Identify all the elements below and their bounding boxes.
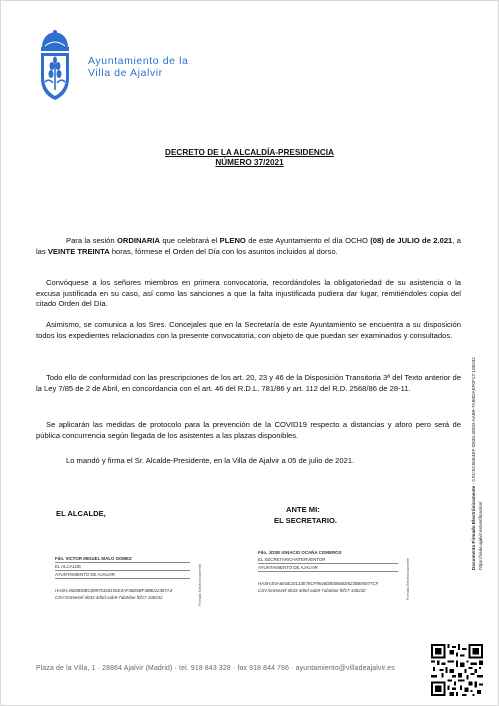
- footer-contact: Plaza de la Villa, 1 · 28864 Ajalvir (Madrid) · tel. 918 843 328 · fax 918 844 786 · ayuntamiento@villadeajalvir.es: [36, 665, 395, 672]
- mayor-heading: EL ALCALDE,: [56, 509, 106, 518]
- mayor-org: AYUNTAMIENTO DE AJALVIR: [55, 571, 190, 579]
- p1-session-type: ORDINARIA: [116, 236, 160, 245]
- p1-text-c: que celebrará el: [160, 236, 220, 245]
- coat-of-arms-logo: [36, 30, 74, 102]
- p1-text-a: Para la sesión: [66, 236, 117, 245]
- mayor-signature-block: [55, 555, 190, 601]
- mayor-role: EL ALCALDE: [55, 563, 190, 571]
- secretary-e-signed-note: Firmado Electrónicamente: [406, 558, 410, 600]
- secretary-signature-block: [258, 549, 398, 594]
- secretary-csv: CSV:5c55e4ef-d633-4d5d-aab9-7ab0dae f0f17-108232: [258, 588, 366, 593]
- paragraph-signoff: Lo mandó y firma el Sr. Alcalde-Presidente, en la Villa de Ajalvir a 05 de julio de 2021.: [66, 456, 355, 465]
- p1-text-i: horas, fórmese el Orden del Día con los asuntos incluidos al dorso.: [109, 246, 338, 256]
- qr-code-icon: [431, 644, 483, 696]
- p1-text-e: de este Ayuntamiento el día OCHO: [245, 236, 371, 245]
- verification-strip: [471, 357, 484, 570]
- secretary-role: EL SECRETARIO-INTERVENTOR: [258, 556, 398, 564]
- secretary-heading-1: ANTE MI:: [286, 505, 320, 514]
- decree-title-line-1: DECRETO DE LA ALCALDÍA-PRESIDENCIA: [165, 148, 334, 157]
- paragraph-legal-basis: Todo ello de conformidad con las prescripciones de los art. 20, 23 y 46 de la Disposición Transitoria 3ª del Texto anterior de la Ley 7/85 de 2 de Abril, en concordancia con el art. 46 del R.D.L. 781/86 y art. 112 del R.D. 2568/86 de 28-11.: [36, 373, 461, 393]
- secretary-heading-2: EL SECRETARIO.: [274, 516, 338, 525]
- paragraph-covid: Se aplicarán las medidas de protocolo para la prevención de la COVID19 respecto a distancias y aforo pero será de pública concurrencia según llegada de los asistentes a las plazas disponibles.: [36, 420, 461, 440]
- mayor-name: Fdo. VICTOR MIGUEL MALO GOMEZ: [55, 556, 132, 561]
- verification-url[interactable]: https://sede.ajalvir.es/verificacion/: [477, 501, 483, 570]
- p1-time: VEINTE TREINTA: [47, 246, 110, 256]
- verification-label: Documento Firmado Electrónicamente: [471, 485, 476, 570]
- secretary-name: Fdo. JOSE IGNACIO OCAÑA CISNEROS: [258, 550, 342, 555]
- paragraph-session: [36, 236, 461, 257]
- decree-title: [0, 148, 499, 168]
- verification-csv: - CSV:5C55E4EF-D633-4D5D-AAB9-7AB0DAEF0F17-108232: [471, 357, 476, 486]
- org-line-2: Villa de Ajalvir: [88, 67, 163, 79]
- p1-text-g: , a las: [36, 236, 461, 256]
- mayor-hash: HASH:45D8D0BC89975346155E3AF46E6BF4B8012387A3: [55, 588, 173, 593]
- org-line-1: Ayuntamiento de la: [88, 55, 189, 67]
- paragraph-files: Asimismo, se comunica a los Sres. Concejales que en la Secretaría de este Ayuntamiento se encuentra a su disposición todos los expedientes relacionados con la presente convocatoria, con objeto de que puedan ser examinados y consultados.: [36, 320, 461, 340]
- mayor-csv: CSV:5c55e4ef-d633-4d5d-aab9-7ab0dae f0f17-108232: [55, 595, 163, 600]
- organization-name: [88, 55, 189, 79]
- decree-number: NÚMERO 37/2021: [215, 158, 284, 167]
- paragraph-convocation: Convóquese a los señores miembros en primera convocatoria, recordándoles la obligatoriedad de su asistencia o la excusa justificada en su caso, así como las sanciones a que la falta injustificada pudiera dar lugar, remitiéndoles copia del citado Orden del Día.: [36, 278, 461, 309]
- secretary-org: AYUNTAMIENTO DE AJALVIR: [258, 564, 398, 572]
- mayor-e-signed-note: Firmado Electrónicamente: [198, 564, 202, 606]
- p1-body-name: PLENO: [219, 236, 246, 245]
- p1-date: (08) de JULIO de 2.021: [370, 236, 453, 245]
- secretary-hash: HASH:E0A6E8E20133E78CF9546DB00606D623B805877CF: [258, 581, 379, 586]
